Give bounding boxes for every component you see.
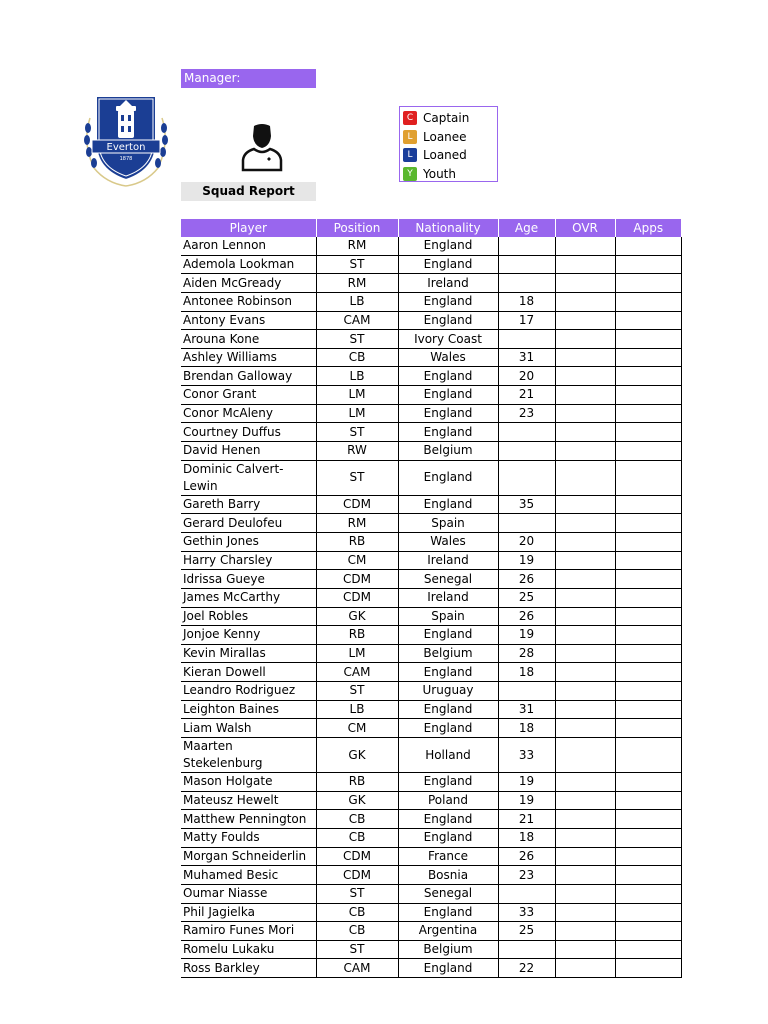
cell-position[interactable]: CDM — [316, 588, 398, 607]
cell-age[interactable]: 22 — [498, 959, 555, 978]
cell-age[interactable]: 35 — [498, 495, 555, 514]
legend-item-loaned — [403, 146, 497, 165]
column-header-ovr: OVR — [555, 219, 615, 237]
column-header-apps: Apps — [615, 219, 681, 237]
cell-position[interactable]: ST — [316, 940, 398, 959]
cell-nationality[interactable]: England — [398, 423, 498, 442]
cell-age[interactable]: 19 — [498, 791, 555, 810]
cell-position[interactable]: CDM — [316, 866, 398, 885]
cell-age[interactable]: 31 — [498, 348, 555, 367]
cell-position[interactable]: ST — [316, 255, 398, 274]
cell-position[interactable]: LM — [316, 386, 398, 405]
cell-player-name[interactable]: Conor Grant — [181, 386, 316, 405]
cell-ovr[interactable] — [555, 442, 615, 461]
cell-ovr[interactable] — [555, 773, 615, 792]
cell-apps[interactable] — [615, 959, 681, 978]
cell-ovr[interactable] — [555, 274, 615, 293]
cell-nationality[interactable]: England — [398, 367, 498, 386]
cell-nationality[interactable]: Uruguay — [398, 682, 498, 701]
cell-player-name[interactable]: Leandro Rodriguez — [181, 682, 316, 701]
cell-player-name[interactable]: Muhamed Besic — [181, 866, 316, 885]
cell-age[interactable]: 18 — [498, 292, 555, 311]
cell-apps[interactable] — [615, 847, 681, 866]
cell-player-name[interactable]: Antony Evans — [181, 311, 316, 330]
table-row — [181, 791, 681, 810]
cell-apps[interactable] — [615, 922, 681, 941]
cell-nationality[interactable]: England — [398, 404, 498, 423]
table-row — [181, 274, 681, 293]
legend-item-captain — [403, 109, 497, 128]
cell-position[interactable]: CDM — [316, 847, 398, 866]
table-row — [181, 460, 681, 495]
table-row — [181, 959, 681, 978]
legend — [399, 106, 498, 182]
cell-player-name[interactable]: Matthew Pennington — [181, 810, 316, 829]
table-row — [181, 847, 681, 866]
cell-nationality[interactable]: England — [398, 495, 498, 514]
cell-position[interactable]: RM — [316, 514, 398, 533]
cell-nationality[interactable]: England — [398, 255, 498, 274]
cell-age[interactable]: 18 — [498, 828, 555, 847]
cell-ovr[interactable] — [555, 460, 615, 495]
cell-position[interactable]: ST — [316, 423, 398, 442]
cell-age[interactable] — [498, 682, 555, 701]
table-row — [181, 367, 681, 386]
cell-apps[interactable] — [615, 810, 681, 829]
captain-icon: C — [403, 111, 417, 125]
cell-ovr[interactable] — [555, 495, 615, 514]
cell-nationality[interactable]: England — [398, 959, 498, 978]
cell-age[interactable]: 26 — [498, 847, 555, 866]
cell-player-name[interactable]: Morgan Schneiderlin — [181, 847, 316, 866]
cell-age[interactable]: 26 — [498, 570, 555, 589]
squad-table-container — [181, 219, 682, 978]
cell-position[interactable]: CM — [316, 719, 398, 738]
cell-position[interactable]: CB — [316, 903, 398, 922]
cell-age[interactable]: 23 — [498, 866, 555, 885]
cell-age[interactable]: 21 — [498, 810, 555, 829]
cell-apps[interactable] — [615, 738, 681, 773]
cell-nationality[interactable]: England — [398, 311, 498, 330]
cell-apps[interactable] — [615, 495, 681, 514]
table-header-row — [181, 219, 681, 237]
cell-age[interactable]: 25 — [498, 922, 555, 941]
cell-age[interactable]: 31 — [498, 700, 555, 719]
cell-position[interactable]: GK — [316, 738, 398, 773]
cell-position[interactable]: LB — [316, 700, 398, 719]
cell-apps[interactable] — [615, 903, 681, 922]
table-row — [181, 940, 681, 959]
cell-age[interactable]: 19 — [498, 773, 555, 792]
cell-position[interactable]: ST — [316, 330, 398, 349]
cell-nationality[interactable]: England — [398, 663, 498, 682]
cell-position[interactable]: RB — [316, 626, 398, 645]
cell-position[interactable]: LB — [316, 367, 398, 386]
squad-report-title: Squad Report — [181, 182, 316, 201]
squad-table-body — [181, 237, 681, 978]
cell-ovr[interactable] — [555, 663, 615, 682]
cell-position[interactable]: RB — [316, 773, 398, 792]
svg-text:1878: 1878 — [119, 156, 133, 162]
cell-position[interactable]: RM — [316, 237, 398, 255]
table-row — [181, 719, 681, 738]
cell-ovr[interactable] — [555, 532, 615, 551]
cell-ovr[interactable] — [555, 570, 615, 589]
cell-ovr[interactable] — [555, 404, 615, 423]
column-header-position: Position — [316, 219, 398, 237]
cell-player-name[interactable]: Gethin Jones — [181, 532, 316, 551]
cell-apps[interactable] — [615, 884, 681, 903]
cell-nationality[interactable]: England — [398, 460, 498, 495]
cell-position[interactable]: CDM — [316, 570, 398, 589]
cell-nationality[interactable]: England — [398, 828, 498, 847]
cell-apps[interactable] — [615, 348, 681, 367]
cell-nationality[interactable]: Ivory Coast — [398, 330, 498, 349]
cell-nationality[interactable]: Ireland — [398, 274, 498, 293]
table-row — [181, 255, 681, 274]
cell-nationality[interactable]: England — [398, 773, 498, 792]
cell-ovr[interactable] — [555, 738, 615, 773]
cell-apps[interactable] — [615, 423, 681, 442]
cell-apps[interactable] — [615, 404, 681, 423]
cell-player-name[interactable]: Ademola Lookman — [181, 255, 316, 274]
cell-nationality[interactable]: Bosnia — [398, 866, 498, 885]
cell-position[interactable]: ST — [316, 460, 398, 495]
cell-age[interactable] — [498, 274, 555, 293]
cell-ovr[interactable] — [555, 588, 615, 607]
cell-player-name[interactable]: Antonee Robinson — [181, 292, 316, 311]
table-row — [181, 292, 681, 311]
cell-position[interactable]: CB — [316, 828, 398, 847]
cell-nationality[interactable]: France — [398, 847, 498, 866]
cell-player-name[interactable]: Kieran Dowell — [181, 663, 316, 682]
cell-ovr[interactable] — [555, 330, 615, 349]
cell-player-name[interactable]: Phil Jagielka — [181, 903, 316, 922]
table-row — [181, 495, 681, 514]
cell-player-name[interactable]: David Henen — [181, 442, 316, 461]
cell-ovr[interactable] — [555, 959, 615, 978]
cell-ovr[interactable] — [555, 644, 615, 663]
everton-crest-logo — [80, 88, 172, 188]
cell-position[interactable]: LM — [316, 644, 398, 663]
cell-nationality[interactable]: England — [398, 626, 498, 645]
cell-nationality[interactable]: Belgium — [398, 940, 498, 959]
cell-player-name[interactable]: Aiden McGready — [181, 274, 316, 293]
legend-item-youth — [403, 165, 497, 184]
cell-player-name[interactable]: Mason Holgate — [181, 773, 316, 792]
loaned-icon: L — [403, 148, 417, 162]
cell-player-name[interactable]: Arouna Kone — [181, 330, 316, 349]
cell-nationality[interactable]: Wales — [398, 532, 498, 551]
cell-age[interactable] — [498, 237, 555, 255]
cell-position[interactable]: CAM — [316, 959, 398, 978]
cell-age[interactable]: 25 — [498, 588, 555, 607]
cell-age[interactable]: 33 — [498, 738, 555, 773]
cell-ovr[interactable] — [555, 348, 615, 367]
cell-age[interactable]: 18 — [498, 663, 555, 682]
cell-ovr[interactable] — [555, 311, 615, 330]
table-row — [181, 922, 681, 941]
cell-age[interactable]: 21 — [498, 386, 555, 405]
table-row — [181, 828, 681, 847]
cell-age[interactable]: 19 — [498, 551, 555, 570]
cell-apps[interactable] — [615, 330, 681, 349]
cell-position[interactable]: CB — [316, 348, 398, 367]
loanee-icon: L — [403, 130, 417, 144]
cell-position[interactable]: RM — [316, 274, 398, 293]
cell-ovr[interactable] — [555, 551, 615, 570]
cell-apps[interactable] — [615, 570, 681, 589]
cell-position[interactable]: GK — [316, 607, 398, 626]
cell-player-name[interactable]: Harry Charsley — [181, 551, 316, 570]
cell-position[interactable]: ST — [316, 682, 398, 701]
cell-age[interactable] — [498, 442, 555, 461]
table-row — [181, 442, 681, 461]
cell-nationality[interactable]: Ireland — [398, 551, 498, 570]
cell-ovr[interactable] — [555, 791, 615, 810]
cell-apps[interactable] — [615, 828, 681, 847]
table-row — [181, 607, 681, 626]
cell-player-name[interactable]: Idrissa Gueye — [181, 570, 316, 589]
cell-nationality[interactable]: Argentina — [398, 922, 498, 941]
cell-apps[interactable] — [615, 719, 681, 738]
cell-position[interactable]: LB — [316, 292, 398, 311]
cell-player-name[interactable]: Aaron Lennon — [181, 237, 316, 255]
cell-apps[interactable] — [615, 514, 681, 533]
cell-age[interactable] — [498, 940, 555, 959]
cell-ovr[interactable] — [555, 682, 615, 701]
cell-player-name[interactable]: Gareth Barry — [181, 495, 316, 514]
cell-apps[interactable] — [615, 644, 681, 663]
cell-ovr[interactable] — [555, 828, 615, 847]
cell-apps[interactable] — [615, 532, 681, 551]
cell-age[interactable]: 20 — [498, 367, 555, 386]
cell-nationality[interactable]: Wales — [398, 348, 498, 367]
cell-age[interactable]: 19 — [498, 626, 555, 645]
cell-nationality[interactable]: Poland — [398, 791, 498, 810]
cell-nationality[interactable]: England — [398, 700, 498, 719]
cell-apps[interactable] — [615, 700, 681, 719]
youth-icon: Y — [403, 167, 417, 181]
legend-item-loanee — [403, 128, 497, 147]
cell-age[interactable]: 23 — [498, 404, 555, 423]
table-row — [181, 903, 681, 922]
cell-position[interactable]: LM — [316, 404, 398, 423]
cell-age[interactable]: 28 — [498, 644, 555, 663]
table-row — [181, 810, 681, 829]
table-row — [181, 682, 681, 701]
cell-apps[interactable] — [615, 607, 681, 626]
legend-label: Loaned — [423, 148, 467, 163]
cell-apps[interactable] — [615, 663, 681, 682]
cell-apps[interactable] — [615, 311, 681, 330]
table-row — [181, 866, 681, 885]
cell-player-name[interactable]: Liam Walsh — [181, 719, 316, 738]
cell-ovr[interactable] — [555, 292, 615, 311]
table-row — [181, 663, 681, 682]
column-header-player: Player — [181, 219, 316, 237]
cell-apps[interactable] — [615, 940, 681, 959]
legend-label: Captain — [423, 111, 470, 126]
table-row — [181, 700, 681, 719]
squad-table — [181, 219, 682, 978]
cell-ovr[interactable] — [555, 367, 615, 386]
table-row — [181, 532, 681, 551]
cell-position[interactable]: CAM — [316, 663, 398, 682]
cell-age[interactable] — [498, 460, 555, 495]
legend-label: Youth — [423, 166, 456, 181]
cell-apps[interactable] — [615, 442, 681, 461]
cell-nationality[interactable]: England — [398, 810, 498, 829]
cell-age[interactable]: 33 — [498, 903, 555, 922]
cell-apps[interactable] — [615, 773, 681, 792]
cell-apps[interactable] — [615, 367, 681, 386]
cell-apps[interactable] — [615, 682, 681, 701]
cell-player-name[interactable]: Oumar Niasse — [181, 884, 316, 903]
cell-player-name[interactable]: Conor McAleny — [181, 404, 316, 423]
table-row — [181, 348, 681, 367]
cell-player-name[interactable]: Jonjoe Kenny — [181, 626, 316, 645]
cell-apps[interactable] — [615, 626, 681, 645]
cell-nationality[interactable]: England — [398, 719, 498, 738]
manager-avatar-icon — [240, 122, 284, 172]
cell-apps[interactable] — [615, 386, 681, 405]
cell-apps[interactable] — [615, 237, 681, 255]
cell-age[interactable] — [498, 423, 555, 442]
cell-position[interactable]: CB — [316, 922, 398, 941]
table-row — [181, 514, 681, 533]
cell-ovr[interactable] — [555, 810, 615, 829]
cell-ovr[interactable] — [555, 884, 615, 903]
cell-ovr[interactable] — [555, 514, 615, 533]
cell-ovr[interactable] — [555, 866, 615, 885]
table-row — [181, 644, 681, 663]
cell-apps[interactable] — [615, 460, 681, 495]
cell-position[interactable]: ST — [316, 884, 398, 903]
svg-text:Everton: Everton — [106, 142, 146, 153]
cell-position[interactable]: RW — [316, 442, 398, 461]
cell-ovr[interactable] — [555, 607, 615, 626]
cell-ovr[interactable] — [555, 237, 615, 255]
cell-nationality[interactable]: England — [398, 237, 498, 255]
cell-position[interactable]: CB — [316, 810, 398, 829]
legend-label: Loanee — [423, 129, 467, 144]
cell-player-name[interactable]: Ashley Williams — [181, 348, 316, 367]
column-header-age: Age — [498, 219, 555, 237]
cell-player-name[interactable]: Brendan Galloway — [181, 367, 316, 386]
cell-player-name[interactable]: Maarten Stekelenburg — [181, 738, 316, 773]
cell-ovr[interactable] — [555, 903, 615, 922]
column-header-nationality: Nationality — [398, 219, 498, 237]
cell-ovr[interactable] — [555, 626, 615, 645]
cell-nationality[interactable]: England — [398, 292, 498, 311]
cell-nationality[interactable]: Senegal — [398, 884, 498, 903]
table-row — [181, 311, 681, 330]
cell-apps[interactable] — [615, 274, 681, 293]
table-row — [181, 884, 681, 903]
cell-position[interactable]: CDM — [316, 495, 398, 514]
cell-nationality[interactable]: Belgium — [398, 644, 498, 663]
cell-player-name[interactable]: Courtney Duffus — [181, 423, 316, 442]
manager-label: Manager: — [181, 69, 316, 88]
cell-ovr[interactable] — [555, 700, 615, 719]
cell-age[interactable]: 18 — [498, 719, 555, 738]
cell-nationality[interactable]: Ireland — [398, 588, 498, 607]
table-row — [181, 404, 681, 423]
cell-player-name[interactable]: Joel Robles — [181, 607, 316, 626]
cell-nationality[interactable]: Spain — [398, 514, 498, 533]
cell-apps[interactable] — [615, 255, 681, 274]
table-row — [181, 588, 681, 607]
cell-nationality[interactable]: Senegal — [398, 570, 498, 589]
cell-position[interactable]: CAM — [316, 311, 398, 330]
cell-apps[interactable] — [615, 866, 681, 885]
cell-player-name[interactable]: Kevin Mirallas — [181, 644, 316, 663]
cell-player-name[interactable]: Matty Foulds — [181, 828, 316, 847]
cell-nationality[interactable]: Holland — [398, 738, 498, 773]
cell-ovr[interactable] — [555, 847, 615, 866]
cell-ovr[interactable] — [555, 386, 615, 405]
cell-ovr[interactable] — [555, 719, 615, 738]
cell-age[interactable] — [498, 255, 555, 274]
cell-nationality[interactable]: Belgium — [398, 442, 498, 461]
table-row — [181, 626, 681, 645]
cell-age[interactable] — [498, 884, 555, 903]
cell-age[interactable] — [498, 330, 555, 349]
cell-player-name[interactable]: Romelu Lukaku — [181, 940, 316, 959]
cell-nationality[interactable]: Spain — [398, 607, 498, 626]
cell-nationality[interactable]: England — [398, 903, 498, 922]
cell-player-name[interactable]: Leighton Baines — [181, 700, 316, 719]
cell-player-name[interactable]: Ross Barkley — [181, 959, 316, 978]
cell-age[interactable]: 20 — [498, 532, 555, 551]
table-row — [181, 330, 681, 349]
cell-apps[interactable] — [615, 551, 681, 570]
table-row — [181, 551, 681, 570]
cell-player-name[interactable]: James McCarthy — [181, 588, 316, 607]
cell-player-name[interactable]: Gerard Deulofeu — [181, 514, 316, 533]
cell-nationality[interactable]: England — [398, 386, 498, 405]
cell-position[interactable]: CM — [316, 551, 398, 570]
cell-ovr[interactable] — [555, 922, 615, 941]
cell-player-name[interactable]: Ramiro Funes Mori — [181, 922, 316, 941]
table-row — [181, 773, 681, 792]
table-row — [181, 738, 681, 773]
cell-apps[interactable] — [615, 588, 681, 607]
cell-ovr[interactable] — [555, 940, 615, 959]
table-row — [181, 237, 681, 255]
table-row — [181, 386, 681, 405]
cell-player-name[interactable]: Dominic Calvert-Lewin — [181, 460, 316, 495]
cell-apps[interactable] — [615, 292, 681, 311]
table-row — [181, 423, 681, 442]
cell-ovr[interactable] — [555, 423, 615, 442]
cell-position[interactable]: GK — [316, 791, 398, 810]
table-row — [181, 570, 681, 589]
cell-ovr[interactable] — [555, 255, 615, 274]
cell-apps[interactable] — [615, 791, 681, 810]
cell-age[interactable]: 17 — [498, 311, 555, 330]
cell-position[interactable]: RB — [316, 532, 398, 551]
cell-age[interactable] — [498, 514, 555, 533]
cell-age[interactable]: 26 — [498, 607, 555, 626]
cell-player-name[interactable]: Mateusz Hewelt — [181, 791, 316, 810]
